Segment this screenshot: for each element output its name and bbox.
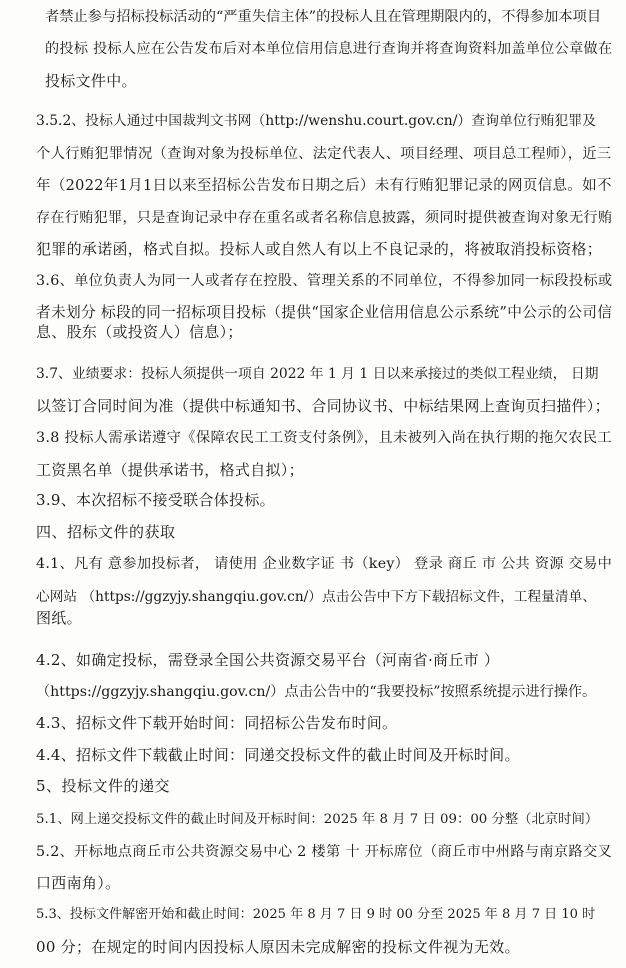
text-line: 00 分；在规定的时间内因投标人原因未完成解密的投标文件视为无效。 (36, 938, 520, 956)
text-line: 息、股东（或投资人）信息）； (36, 323, 243, 341)
text-line: （https://ggzyjy.shangqiu.gov.cn/）点击公告中的“我要投标”按照系统提示进行操作。 (36, 684, 597, 700)
text-line: 者禁止参与招标投标活动的“严重失信主体”的投标人且在管理期限内的，不得参加本项目 (45, 9, 602, 25)
text-line: 心网站 （https://ggzyjy.shangqiu.gov.cn/）点击公告中下方下载招标文件，工程量清单、 (36, 589, 597, 605)
text-line: 以签订合同时间为准（提供中标通知书、合同协议书、中标结果网上查询页扫描件）； (36, 397, 610, 415)
text-line: 的投标 投标人应在公告发布后对本单位信用信息进行查询并将查询资料加盖单位公章做在 (45, 41, 613, 57)
text-line: 5.2、开标地点商丘市公共资源交易中心 2 楼第 十 开标席位（商丘市中州路与南京路交叉 (36, 844, 613, 860)
text-line: 3.9、本次招标不接受联合体投标。 (36, 491, 275, 509)
text-line: 投标文件中。 (45, 72, 137, 90)
text-line: 口西南角）。 (36, 874, 121, 892)
text-line: 4.1、凡有 意参加投标者， 请使用 企业数字证 书（key） 登录 商丘 市 公共 资源 交易中 (36, 556, 613, 572)
section-heading: 5、投标文件的递交 (36, 777, 171, 795)
text-line: 4.4、招标文件下载截止时间：同递交投标文件的截止时间及开标时间。 (36, 746, 520, 764)
text-line: 3.8 投标人需承诺遵守《保障农民工工资支付条例》，且未被列入尚在执行期的拖欠农民工 (36, 430, 613, 446)
text-line: 工资黑名单（提供承诺书，格式自拟）； (36, 461, 304, 479)
text-line: 3.7、业绩要求：投标人须提供一项自 2022 年 1 月 1 日以来承接过的类似工程业绩， 日期 (36, 366, 599, 382)
text-line: 4.2、如确定投标，需登录全国公共资源交易平台（河南省·商丘市 ） (36, 651, 500, 669)
text-line: 犯罪的承诺函，格式自拟。投标人或自然人有以上不良记录的，将被取消投标资格； (36, 240, 603, 258)
text-line: 4.3、招标文件下载开始时间：同招标公告发布时间。 (36, 714, 398, 732)
text-line: 者未划分 标段的同一招标项目投标（提供“国家企业信用信息公示系统”中公示的公司信 (36, 304, 613, 321)
text-line: 3.5.2、投标人通过中国裁判文书网（http://wenshu.court.gov.cn/）查询单位行贿犯罪及 (36, 113, 596, 129)
text-line: 年（2022年1月1日以来至招标公告发布日期之后）未有行贿犯罪记录的网页信息。如不 (36, 178, 612, 194)
text-line: 5.3、投标文件解密开始和截止时间：2025 年 8 月 7 日 9 时 00 分至 2025 年 8 月 7 日 10 时 (36, 907, 596, 922)
text-line: 图纸。 (36, 609, 82, 627)
text-line: 存在行贿犯罪，只是查询记录中存在重名或者名称信息披露，须同时提供被查询对象无行贿 (36, 210, 613, 226)
text-line: 5.1、网上递交投标文件的截止时间及开标时间：2025 年 8 月 7 日 09：00 分整（北京时间） (36, 812, 599, 827)
section-heading: 四、招标文件的获取 (36, 523, 176, 541)
text-line: 3.6、单位负责人为同一人或者存在控股、管理关系的不同单位，不得参加同一标段投标或 (36, 273, 613, 289)
text-line: 个人行贿犯罪情况（查询对象为投标单位、法定代表人、项目经理、项目总工程师），近三 (36, 146, 612, 162)
